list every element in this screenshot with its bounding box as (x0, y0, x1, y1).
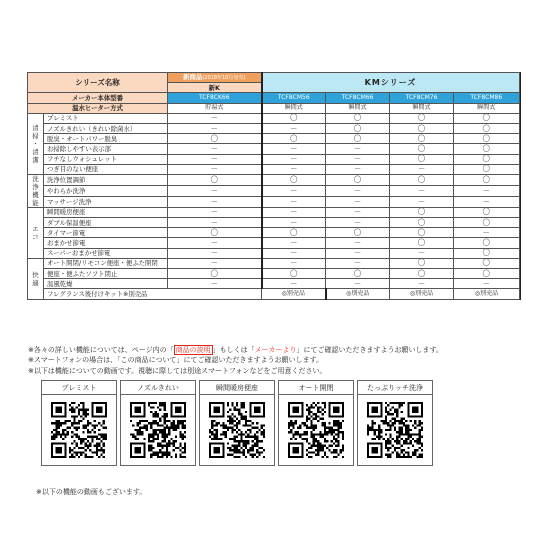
feature-availability: 〇 (326, 134, 390, 144)
feature-name: フチなしウォシュレット (44, 154, 168, 164)
heater-type: 瞬間式 (454, 103, 520, 113)
feature-availability: － (326, 164, 390, 174)
feature-availability: － (390, 279, 454, 289)
feature-name: やわらか洗浄 (44, 185, 168, 196)
table-row (28, 123, 520, 133)
model-number: TCF8CK66 (168, 93, 262, 103)
table-row (28, 248, 520, 258)
feature-name: 便座・便ふたソフト閉止 (44, 269, 168, 279)
feature-availability: － (454, 228, 520, 238)
spec-comparison-table (27, 72, 520, 300)
note-line-1: ※各々の詳しい機能については、ページ内の「 商品の説明 」もしくは「メーカーより」にてご確認いただきますようお願いします。 (28, 346, 443, 354)
feature-availability: － (326, 248, 390, 258)
feature-availability: 〇 (454, 144, 520, 154)
feature-availability: － (168, 258, 262, 268)
feature-availability: － (168, 123, 262, 133)
feature-availability: － (168, 154, 262, 164)
feature-availability: － (326, 218, 390, 228)
qr-code-icon[interactable] (130, 402, 186, 458)
feature-availability: 〇 (454, 248, 520, 258)
feature-availability: － (326, 154, 390, 164)
feature-name: お掃除しやすい表示部 (44, 144, 168, 154)
feature-availability: 〇 (454, 164, 520, 174)
feature-availability: － (262, 248, 326, 258)
feature-availability: － (454, 279, 520, 289)
feature-name: ダブル保温便座 (44, 218, 168, 228)
feature-availability: 〇 (390, 154, 454, 164)
feature-availability: 〇 (262, 113, 326, 123)
feature-name: オート開閉/リモコン便座・便ふた開閉 (44, 258, 168, 268)
category-label: 清 掃 ・ 清 潔 (28, 113, 44, 174)
qr-card-label: オート開閉 (279, 381, 353, 395)
feature-availability: 〇 (262, 134, 326, 144)
feature-availability: － (262, 196, 326, 207)
feature-name: プレミスト (44, 113, 168, 123)
feature-availability: － (326, 279, 390, 289)
qr-code-icon[interactable] (209, 402, 265, 458)
feature-name: 脱臭・オートパワー脱臭 (44, 134, 168, 144)
new-product-badge: 新商品(2018年10月発売) (168, 73, 262, 83)
feature-availability: ◎別売品 (326, 289, 390, 299)
feature-availability: ◎別売品 (262, 289, 326, 299)
feature-name: おまかせ節電 (44, 238, 168, 248)
feature-name: 瞬間暖房便座 (44, 207, 168, 217)
feature-name: スーパーおまかせ節電 (44, 248, 168, 258)
feature-availability: － (390, 164, 454, 174)
qr-code-icon[interactable] (367, 402, 423, 458)
note-line-3: ※以下は機能についての動画です。視聴に際しては別途スマートフォンなどをご用意ください。 (28, 367, 327, 375)
table-row (28, 289, 520, 299)
feature-availability: 〇 (454, 123, 520, 133)
feature-availability: － (168, 196, 262, 207)
feature-availability: 〇 (390, 258, 454, 268)
feature-availability: － (454, 185, 520, 196)
category-label: 洗 浄 機 能 (28, 174, 44, 207)
feature-name: タイマー節電 (44, 228, 168, 238)
feature-availability: 〇 (390, 228, 454, 238)
table-row (28, 164, 520, 174)
table-row (28, 228, 520, 238)
feature-availability: 〇 (262, 228, 326, 238)
feature-availability: － (262, 144, 326, 154)
feature-availability: － (262, 207, 326, 217)
feature-availability: － (262, 185, 326, 196)
table-row (28, 154, 520, 164)
feature-availability: 〇 (168, 134, 262, 144)
feature-availability: － (454, 196, 520, 207)
feature-availability: 〇 (326, 174, 390, 185)
feature-availability: － (326, 144, 390, 154)
qr-card-label: たっぷりッチ洗浄 (358, 381, 432, 395)
feature-availability: － (262, 154, 326, 164)
qr-card[interactable] (41, 380, 117, 466)
feature-availability: 〇 (454, 258, 520, 268)
qr-card-label: プレミスト (42, 381, 116, 395)
feature-availability: 〇 (326, 269, 390, 279)
feature-availability: 〇 (326, 228, 390, 238)
category-label: 快 適 (28, 258, 44, 299)
feature-availability: 〇 (454, 207, 520, 217)
feature-availability: 〇 (326, 123, 390, 133)
feature-availability: － (168, 207, 262, 217)
note-line-2: ※スマートフォンの場合は、「この商品について」にてご確認いただきますようお願いします。 (28, 356, 323, 364)
qr-card-label: 瞬間暖房便座 (200, 381, 274, 395)
footer-note: ※以下の機能の動画もございます。 (36, 488, 147, 496)
heater-type: 貯湯式 (168, 103, 262, 113)
feature-availability: 〇 (390, 174, 454, 185)
feature-availability: － (326, 258, 390, 268)
feature-availability: 〇 (390, 207, 454, 217)
feature-availability: － (262, 164, 326, 174)
feature-availability: 〇 (454, 134, 520, 144)
feature-availability: 〇 (168, 228, 262, 238)
table-row (28, 207, 520, 217)
feature-availability: － (390, 185, 454, 196)
feature-availability: 〇 (168, 269, 262, 279)
model-number: TCF8CM76 (390, 93, 454, 103)
table-row (28, 238, 520, 248)
feature-availability: 〇 (390, 269, 454, 279)
category-label: エ コ (28, 207, 44, 258)
model-number-label: メーカー本体型番 (28, 93, 168, 103)
model-number: TCF8CM86 (454, 93, 520, 103)
feature-name: マッサージ洗浄 (44, 196, 168, 207)
feature-availability: － (168, 185, 262, 196)
feature-availability: 〇 (390, 218, 454, 228)
table-row (28, 196, 520, 207)
feature-availability: 〇 (454, 174, 520, 185)
qr-card[interactable] (357, 380, 433, 466)
qr-card-label: ノズルきれい (121, 381, 195, 395)
feature-availability: 〇 (168, 174, 262, 185)
feature-availability: － (326, 185, 390, 196)
feature-availability: 〇 (390, 238, 454, 248)
feature-availability: － (390, 196, 454, 207)
feature-availability: ◎別売品 (390, 289, 454, 299)
heater-type-label: 温水ヒーター方式 (28, 103, 168, 113)
feature-name: ノズルきれい（きれい除菌水） (44, 123, 168, 133)
table-row (28, 258, 520, 268)
feature-availability: 〇 (454, 218, 520, 228)
qr-card[interactable] (120, 380, 196, 466)
feature-availability: 〇 (454, 154, 520, 164)
feature-availability: 〇 (262, 174, 326, 185)
feature-availability: 〇 (326, 113, 390, 123)
feature-availability: 〇 (262, 269, 326, 279)
feature-availability: － (262, 279, 326, 289)
feature-availability: 〇 (390, 134, 454, 144)
feature-availability: － (168, 113, 262, 123)
qr-card[interactable] (199, 380, 275, 466)
feature-availability: － (168, 238, 262, 248)
feature-availability: 〇 (390, 144, 454, 154)
qr-card[interactable] (278, 380, 354, 466)
qr-code-icon[interactable] (288, 402, 344, 458)
feature-availability: － (262, 258, 326, 268)
feature-name: フレグランス後付けキット※別売品 (44, 289, 262, 299)
feature-name: つぎ目のない便座 (44, 164, 168, 174)
table-row (28, 134, 520, 144)
table-row (28, 218, 520, 228)
feature-availability: － (168, 248, 262, 258)
feature-availability: － (326, 238, 390, 248)
qr-code-row (41, 380, 433, 466)
table-row (28, 144, 520, 154)
feature-availability: 〇 (390, 113, 454, 123)
feature-availability: － (262, 218, 326, 228)
feature-availability: － (168, 164, 262, 174)
feature-availability: 〇 (454, 113, 520, 123)
km-series-header: KMシリーズ (262, 73, 520, 93)
feature-availability: 〇 (454, 269, 520, 279)
feature-availability: － (326, 207, 390, 217)
table-row (28, 113, 520, 123)
feature-availability: － (326, 196, 390, 207)
feature-availability: 〇 (454, 238, 520, 248)
feature-availability: － (390, 248, 454, 258)
heater-type: 瞬間式 (390, 103, 454, 113)
table-row (28, 174, 520, 185)
feature-name: 温風乾燥 (44, 279, 168, 289)
table-row (28, 269, 520, 279)
model-number: TCF8CM66 (326, 93, 390, 103)
table-row (28, 279, 520, 289)
feature-availability: － (168, 218, 262, 228)
series-name-header: シリーズ名称 (28, 73, 168, 93)
feature-availability: － (262, 123, 326, 133)
feature-name: 洗浄位置調節 (44, 174, 168, 185)
new-series-name: 新K (168, 83, 262, 93)
feature-availability: ◎別売品 (454, 289, 520, 299)
feature-availability: － (168, 279, 262, 289)
heater-type: 瞬間式 (326, 103, 390, 113)
qr-code-icon[interactable] (51, 402, 107, 458)
feature-availability: 〇 (390, 123, 454, 133)
table-row (28, 185, 520, 196)
model-number: TCF8CM56 (262, 93, 326, 103)
feature-availability: － (262, 238, 326, 248)
heater-type: 瞬間式 (262, 103, 326, 113)
feature-availability: － (168, 144, 262, 154)
